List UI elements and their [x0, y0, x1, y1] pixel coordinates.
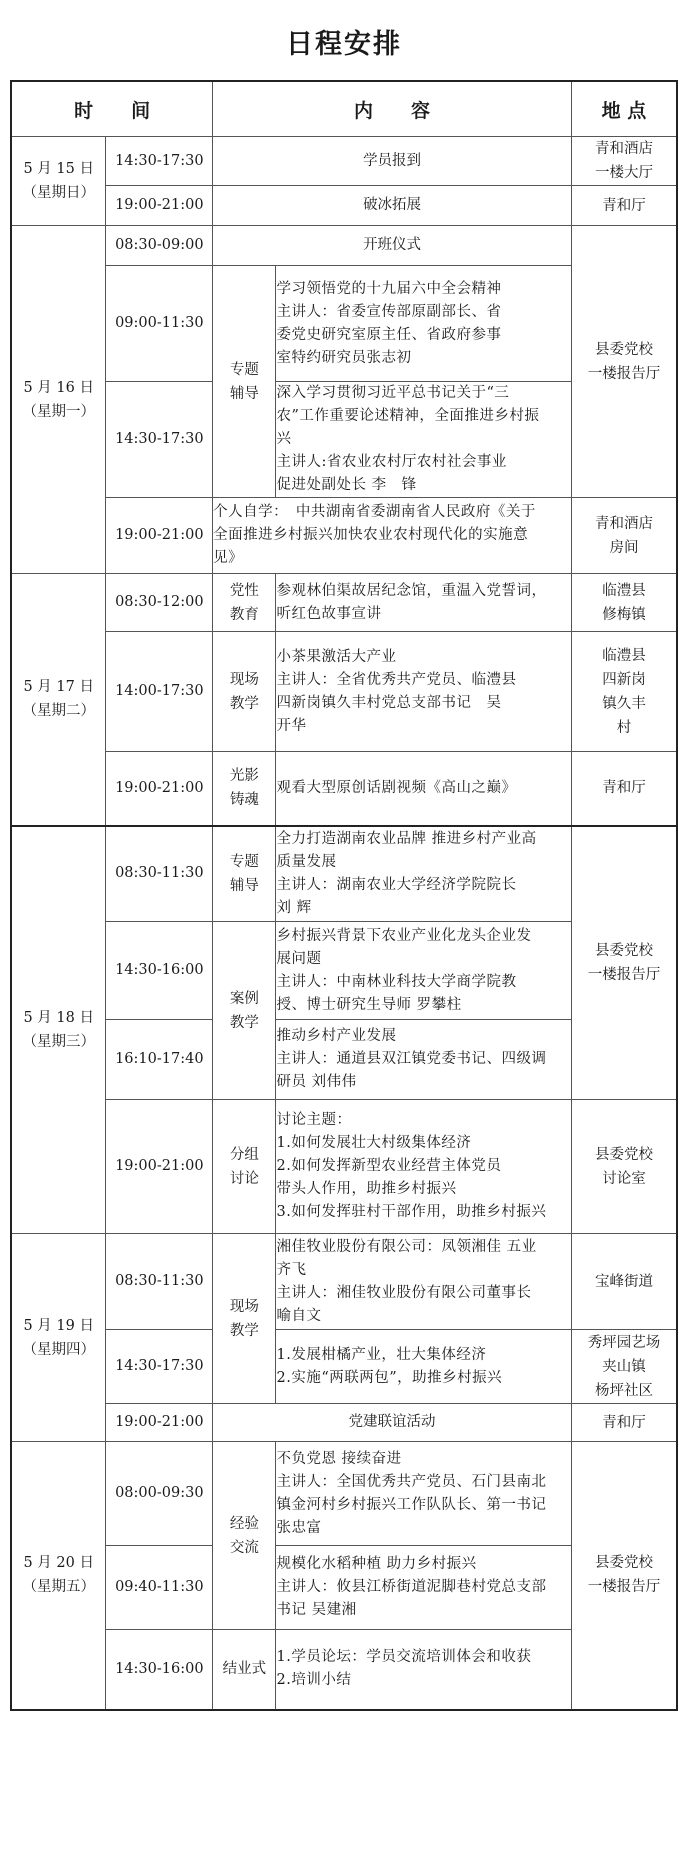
- date-cell: 5 月 20 日 （星期五）: [11, 1442, 106, 1710]
- time-cell: 08:30-11:30: [106, 1234, 213, 1330]
- table-row: [11, 1442, 677, 1546]
- time-cell: 14:30-16:00: [106, 1630, 213, 1710]
- location-cell: 青和厅: [571, 1404, 677, 1442]
- content-cell: 湘佳牧业股份有限公司：凤领湘佳 五业 齐飞 主讲人：湘佳牧业股份有限公司董事长 喻自文: [276, 1234, 571, 1330]
- time-cell: 08:00-09:30: [106, 1442, 213, 1546]
- category-cell: 分组 讨论: [213, 1100, 276, 1234]
- location-cell: 县委党校 一楼报告厅: [571, 1442, 677, 1710]
- category-cell: 现场 教学: [213, 1234, 276, 1404]
- content-cell: 党建联谊活动: [213, 1404, 572, 1442]
- location-cell: 临澧县 修梅镇: [571, 574, 677, 632]
- time-cell: 14:30-16:00: [106, 922, 213, 1020]
- time-cell: 19:00-21:00: [106, 498, 213, 574]
- date-cell: 5 月 15 日 （星期日）: [11, 137, 106, 226]
- table-row: [11, 1330, 677, 1404]
- location-cell: 宝峰街道: [571, 1234, 677, 1330]
- table-row: [11, 186, 677, 226]
- location-cell: 县委党校 一楼报告厅: [571, 826, 677, 1100]
- table-row: [11, 1234, 677, 1330]
- category-cell: 光影 铸魂: [213, 752, 276, 826]
- location-cell: 青和厅: [571, 752, 677, 826]
- content-cell: 1.发展柑橘产业，壮大集体经济 2.实施“两联两包”，助推乡村振兴: [276, 1330, 571, 1404]
- page-title: 日程安排: [286, 29, 402, 60]
- time-cell: 08:30-11:30: [106, 826, 213, 922]
- category-cell: 专题 辅导: [213, 266, 276, 498]
- category-cell: 结业式: [213, 1630, 276, 1710]
- content-cell: 乡村振兴背景下农业产业化龙头企业发 展问题 主讲人：中南林业科技大学商学院教 授、博士研究生导师 罗攀柱: [276, 922, 571, 1020]
- location-cell: 县委党校 一楼报告厅: [571, 226, 677, 498]
- table-row: [11, 226, 677, 266]
- category-cell: 专题 辅导: [213, 826, 276, 922]
- content-cell: 开班仪式: [213, 226, 572, 266]
- location-cell: 青和厅: [571, 186, 677, 226]
- time-cell: 19:00-21:00: [106, 752, 213, 826]
- time-cell: 14:30-17:30: [106, 382, 213, 498]
- content-cell: 讨论主题： 1.如何发展壮大村级集体经济 2.如何发挥新型农业经营主体党员 带头人作用，助推乡村振兴 3.如何发挥驻村干部作用，助推乡村振兴: [276, 1100, 571, 1234]
- table-row: [11, 752, 677, 826]
- table-row: [11, 1404, 677, 1442]
- category-cell: 经验 交流: [213, 1442, 276, 1630]
- content-cell: 规模化水稻种植 助力乡村振兴 主讲人：攸县江桥街道泥脚巷村党总支部 书记 吴建湘: [276, 1546, 571, 1630]
- content-cell: 小茶果激活大产业 主讲人：全省优秀共产党员、临澧县 四新岗镇久丰村党总支部书记 吴 开华: [276, 632, 571, 752]
- content-cell: 学习领悟党的十九届六中全会精神 主讲人：省委宣传部原副部长、省 委党史研究室原主任、省政府参事 室特约研究员张志初: [276, 266, 571, 382]
- header-content: 内 容: [213, 81, 572, 137]
- category-cell: 现场 教学: [213, 632, 276, 752]
- content-cell: 学员报到: [213, 137, 572, 186]
- date-cell: 5 月 16 日 （星期一）: [11, 226, 106, 574]
- content-cell: 推动乡村产业发展 主讲人：通道县双江镇党委书记、四级调 研员 刘伟伟: [276, 1020, 571, 1100]
- content-cell: 1.学员论坛：学员交流培训体会和收获 2.培训小结: [276, 1630, 571, 1710]
- header-time: 时 间: [11, 81, 213, 137]
- time-cell: 08:30-12:00: [106, 574, 213, 632]
- content-cell: 观看大型原创话剧视频《高山之巅》: [276, 752, 571, 826]
- content-cell: 不负党恩 接续奋进 主讲人：全国优秀共产党员、石门县南北 镇金河村乡村振兴工作队队长、第一书记 张忠富: [276, 1442, 571, 1546]
- time-cell: 19:00-21:00: [106, 1404, 213, 1442]
- time-cell: 14:30-17:30: [106, 1330, 213, 1404]
- time-cell: 19:00-21:00: [106, 186, 213, 226]
- schedule-table: [10, 80, 678, 1711]
- time-cell: 08:30-09:00: [106, 226, 213, 266]
- location-cell: 秀坪园艺场 夹山镇 杨坪社区: [571, 1330, 677, 1404]
- content-cell: 破冰拓展: [213, 186, 572, 226]
- location-cell: 临澧县 四新岗 镇久丰 村: [571, 632, 677, 752]
- time-cell: 09:40-11:30: [106, 1546, 213, 1630]
- table-row: [11, 632, 677, 752]
- time-cell: 19:00-21:00: [106, 1100, 213, 1234]
- content-cell: 全力打造湖南农业品牌 推进乡村产业高 质量发展 主讲人：湖南农业大学经济学院院长 刘 辉: [276, 826, 571, 922]
- time-cell: 14:30-17:30: [106, 137, 213, 186]
- location-cell: 青和酒店 一楼大厅: [571, 137, 677, 186]
- date-cell: 5 月 18 日 （星期三）: [11, 826, 106, 1234]
- location-cell: 青和酒店 房间: [571, 498, 677, 574]
- content-cell: 参观林伯渠故居纪念馆，重温入党誓词， 听红色故事宣讲: [276, 574, 571, 632]
- content-cell: 深入学习贯彻习近平总书记关于“三 农”工作重要论述精神，全面推进乡村振 兴 主讲人:省农业农村厅农村社会事业 促进处副处长 李 锋: [276, 382, 571, 498]
- date-cell: 5 月 19 日 （星期四）: [11, 1234, 106, 1442]
- header-row: [11, 81, 677, 137]
- time-cell: 09:00-11:30: [106, 266, 213, 382]
- table-row: [11, 574, 677, 632]
- time-cell: 16:10-17:40: [106, 1020, 213, 1100]
- content-cell: 个人自学： 中共湖南省委湖南省人民政府《关于 全面推进乡村振兴加快农业农村现代化的实施意 见》: [213, 498, 572, 574]
- category-cell: 党性 教育: [213, 574, 276, 632]
- table-row: [11, 826, 677, 922]
- location-cell: 县委党校 讨论室: [571, 1100, 677, 1234]
- header-location: 地 点: [571, 81, 677, 137]
- category-cell: 案例 教学: [213, 922, 276, 1100]
- date-cell: 5 月 17 日 （星期二）: [11, 574, 106, 826]
- time-cell: 14:00-17:30: [106, 632, 213, 752]
- table-row: [11, 1100, 677, 1234]
- table-row: [11, 498, 677, 574]
- table-row: [11, 137, 677, 186]
